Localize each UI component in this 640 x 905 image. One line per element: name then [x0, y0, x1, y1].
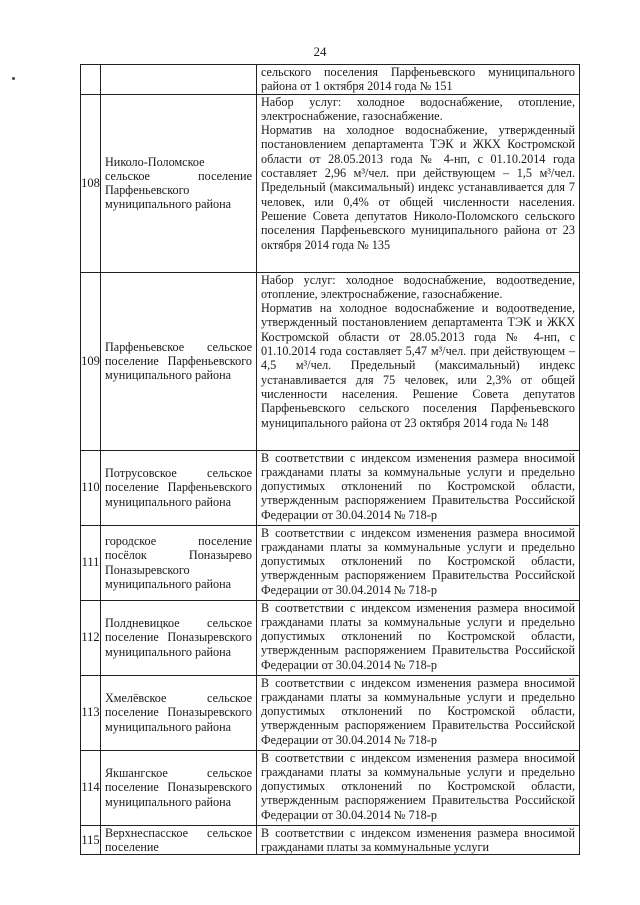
settlement-name: Потрусовское сельское поселение Парфеньевского муниципального района	[101, 450, 257, 525]
settlement-name: Николо-Поломское сельское поселение Парфеньевского муниципального района	[101, 94, 257, 272]
scan-artifact-dot	[12, 77, 15, 80]
table-row	[81, 525, 580, 600]
row-description	[257, 675, 580, 750]
settlement-name: городское поселение посёлок Поназырево Поназыревского муниципального района	[101, 525, 257, 600]
row-description	[257, 272, 580, 450]
description-paragraph: В соответствии с индексом изменения размера вносимой гражданами платы за коммунальные услуги	[261, 825, 575, 854]
row-description	[257, 450, 580, 525]
row-description	[257, 750, 580, 825]
description-paragraph: сельского поселения Парфеньевского муниципального района от 1 октября 2014 года № 151	[261, 65, 575, 94]
row-description	[257, 525, 580, 600]
row-description	[257, 94, 580, 272]
table-row	[81, 272, 580, 450]
settlement-name: Полдневицкое сельское поселение Поназыревского муниципального района	[101, 600, 257, 675]
row-number: 111	[81, 525, 101, 600]
row-number: 115	[81, 825, 101, 855]
settlement-name	[101, 65, 257, 95]
table-row	[81, 675, 580, 750]
settlement-name: Парфеньевское сельское поселение Парфеньевского муниципального района	[101, 272, 257, 450]
settlement-name: Верхнеспасское сельское поселение	[101, 825, 257, 855]
description-paragraph: Набор услуг: холодное водоснабжение, отопление, электроснабжение, газоснабжение.	[261, 94, 575, 123]
table-row	[81, 825, 580, 855]
description-paragraph: Набор услуг: холодное водоснабжение, водоотведение, отопление, электроснабжение, газоснабжение.	[261, 272, 575, 301]
row-number: 112	[81, 600, 101, 675]
row-number: 109	[81, 272, 101, 450]
table-row	[81, 65, 580, 95]
description-paragraph: Норматив на холодное водоснабжение, утвержденный постановлением департамента ТЭК и ЖКХ Костромской области от 28.05.2013 года № 4-нп, с 01.10.2014 года составляет 2,96 м³/чел. при действующем – 1,5 м³/чел. Предельный (максимальный) индекс устанавливается для 7 человек, или 0,4% от общей численности населения. Решение Совета депутатов Николо-Поломского сельского поселения Парфеньевского муниципального района от 23 октября 2014 года № 135	[261, 123, 575, 252]
table-row	[81, 450, 580, 525]
row-description	[257, 65, 580, 95]
description-paragraph: В соответствии с индексом изменения размера вносимой гражданами платы за коммунальные услуги и предельно допустимых отклонений по Костромской области, утвержденным распоряжением Правительства Российской Федерации от 30.04.2014 № 718-р	[261, 750, 575, 822]
row-description	[257, 600, 580, 675]
row-number: 114	[81, 750, 101, 825]
description-paragraph: В соответствии с индексом изменения размера вносимой гражданами платы за коммунальные услуги и предельно допустимых отклонений по Костромской области, утвержденным распоряжением Правительства Российской Федерации от 30.04.2014 № 718-р	[261, 600, 575, 672]
tariff-table	[80, 64, 580, 855]
row-number	[81, 65, 101, 95]
description-paragraph: В соответствии с индексом изменения размера вносимой гражданами платы за коммунальные услуги и предельно допустимых отклонений по Костромской области, утвержденным распоряжением Правительства Российской Федерации от 30.04.2014 № 718-р	[261, 675, 575, 747]
row-description	[257, 825, 580, 855]
row-number: 113	[81, 675, 101, 750]
settlement-name: Якшангское сельское поселение Поназыревского муниципального района	[101, 750, 257, 825]
table-row	[81, 94, 580, 272]
description-paragraph: В соответствии с индексом изменения размера вносимой гражданами платы за коммунальные услуги и предельно допустимых отклонений по Костромской области, утвержденным распоряжением Правительства Российской Федерации от 30.04.2014 № 718-р	[261, 450, 575, 522]
table-body	[81, 65, 580, 855]
row-number: 110	[81, 450, 101, 525]
table-row	[81, 600, 580, 675]
table-row	[81, 750, 580, 825]
description-paragraph: В соответствии с индексом изменения размера вносимой гражданами платы за коммунальные услуги и предельно допустимых отклонений по Костромской области, утвержденным распоряжением Правительства Российской Федерации от 30.04.2014 № 718-р	[261, 525, 575, 597]
settlement-name: Хмелёвское сельское поселение Поназыревского муниципального района	[101, 675, 257, 750]
row-number: 108	[81, 94, 101, 272]
page-number: 24	[313, 44, 327, 59]
description-paragraph: Норматив на холодное водоснабжение и водоотведение, утвержденный постановлением департамента ТЭК и ЖКХ Костромской области от 28.05.2013 года № 4-нп, с 01.10.2014 года составляет 5,47 м³/чел. при действующем – 4,5 м³/чел. Предельный (максимальный) индекс устанавливается для 75 человек, или 2,3% от общей численности населения. Решение Совета депутатов Парфеньевского сельского поселения Парфеньевского муниципального района от 23 октября 2014 года № 148	[261, 301, 575, 430]
